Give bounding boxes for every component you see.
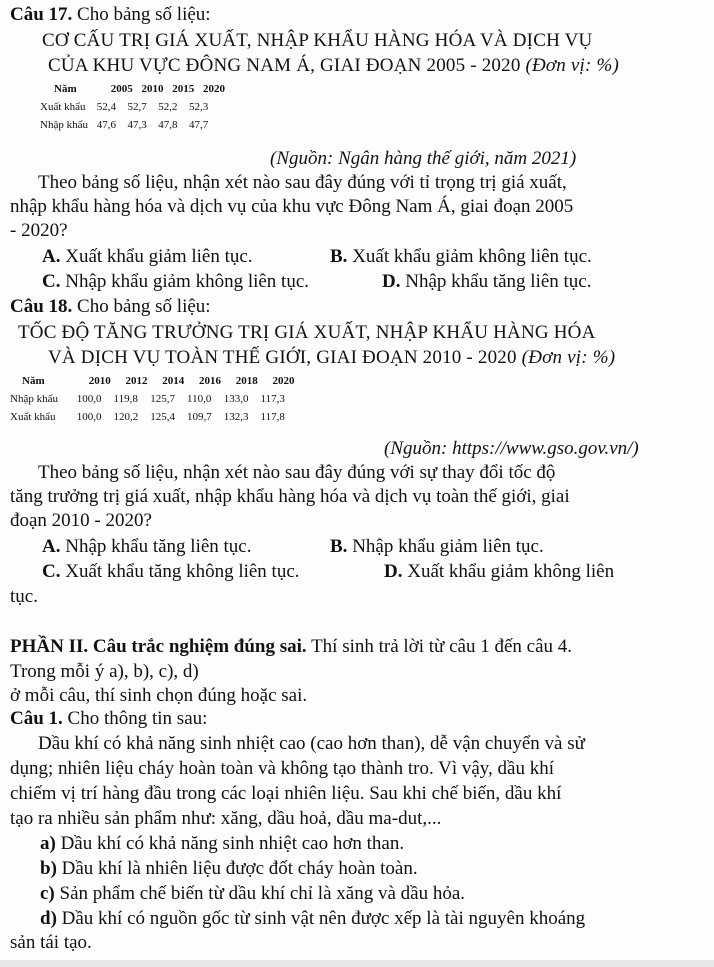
option-text: Nhập khẩu giảm liên tục. <box>352 536 544 557</box>
q17-option-b[interactable] <box>330 246 592 268</box>
q17-year: 2020 <box>203 83 225 95</box>
q18-question-line1: Theo bảng số liệu, nhận xét nào sau đây đúng với sự thay đổi tốc độ <box>38 462 556 483</box>
cell: 109,7 <box>187 411 212 423</box>
option-text: Xuất khẩu giảm không liên tục. <box>352 246 592 267</box>
c1-item-a[interactable] <box>40 833 404 855</box>
q17-table-header <box>40 82 231 96</box>
q17-heading <box>10 4 211 26</box>
q18-year: 2010 <box>88 375 111 387</box>
cell: 133,0 <box>223 393 249 405</box>
q17-title-line2 <box>48 55 619 77</box>
item-key: a) <box>40 833 56 854</box>
q17-year: 2010 <box>141 83 164 95</box>
q18-year: 2020 <box>272 375 295 387</box>
q18-source: (Nguồn: https://www.gso.gov.vn/) <box>384 438 639 459</box>
q17-header-label: Năm <box>54 83 77 95</box>
cell: 100,0 <box>76 393 102 405</box>
option-key: D. <box>384 561 403 582</box>
q18-year: 2016 <box>199 375 221 387</box>
table-row <box>10 410 307 424</box>
cell: 120,2 <box>113 411 139 423</box>
item-text: Dầu khí là nhiên liệu được đốt cháy hoàn toàn. <box>61 858 418 879</box>
table-row <box>40 118 231 132</box>
item-text: Sản phẩm chế biến từ dầu khí chỉ là xăng và dầu hỏa. <box>59 883 466 904</box>
q18-intro: Cho bảng số liệu: <box>77 296 211 317</box>
q17-table <box>40 82 231 132</box>
option-key: C. <box>42 561 61 582</box>
option-text: Nhập khẩu tăng liên tục. <box>405 271 592 292</box>
q18-title-line1: TỐC ĐỘ TĂNG TRƯỞNG TRỊ GIÁ XUẤT, NHẬP KHẨU HÀNG HÓA <box>18 322 596 343</box>
item-key: b) <box>40 858 57 879</box>
item-key: c) <box>40 883 55 904</box>
option-key: A. <box>42 246 61 267</box>
c1-item-d[interactable] <box>40 908 585 930</box>
q18-heading <box>10 296 211 318</box>
q18-table-header <box>10 374 307 388</box>
q18-unit: (Đơn vị: %) <box>521 347 616 368</box>
row-label: Xuất khẩu <box>40 101 86 113</box>
q18-year: 2012 <box>125 375 148 387</box>
cell: 47,3 <box>127 119 147 131</box>
q17-question-line1: Theo bảng số liệu, nhận xét nào sau đây đúng với tỉ trọng trị giá xuất, <box>38 172 567 193</box>
cell: 110,0 <box>187 393 212 405</box>
q18-table <box>10 374 307 424</box>
q17-unit: (Đơn vị: %) <box>525 55 620 76</box>
q17-question-line3: - 2020? <box>10 220 68 241</box>
cell: 52,2 <box>158 101 178 113</box>
q17-year: 2015 <box>172 83 195 95</box>
cell: 47,7 <box>189 119 209 131</box>
row-label: Nhập khẩu <box>40 119 88 131</box>
q17-option-a[interactable] <box>42 246 253 268</box>
cell: 132,3 <box>223 411 249 423</box>
option-text: Nhập khẩu giảm không liên tục. <box>65 271 310 292</box>
cell: 52,7 <box>127 101 147 113</box>
q17-question-line2: nhập khẩu hàng hóa và dịch vụ của khu vực Đông Nam Á, giai đoạn 2005 <box>10 196 574 217</box>
part2-heading: PHẦN II. Câu trắc nghiệm đúng sai. <box>10 636 307 657</box>
cell: 47,6 <box>96 119 116 131</box>
cell: 119,8 <box>113 393 138 405</box>
q17-label: Câu 17. <box>10 4 73 25</box>
table-row <box>40 100 231 114</box>
option-key: C. <box>42 271 61 292</box>
option-key: D. <box>382 271 401 292</box>
c1-paragraph-line3: chiếm vị trí hàng đầu trong các loại nhiên liệu. Sau khi chế biến, dầu khí <box>10 783 562 804</box>
c1-heading <box>10 708 207 730</box>
c1-paragraph-line1: Dầu khí có khả năng sinh nhiệt cao (cao hơn than), dễ vận chuyển và sử <box>38 733 585 754</box>
cell: 47,8 <box>158 119 178 131</box>
q17-source: (Nguồn: Ngân hàng thế giới, năm 2021) <box>270 148 577 169</box>
option-text: Xuất khẩu giảm không liên <box>407 561 615 582</box>
q18-option-a[interactable] <box>42 536 252 558</box>
q18-option-c[interactable] <box>42 561 300 583</box>
row-label: Nhập khẩu <box>10 393 58 405</box>
part2-instruction-3: ở mỗi câu, thí sinh chọn đúng hoặc sai. <box>10 685 308 706</box>
option-key: B. <box>330 536 348 557</box>
c1-item-d-wrap: sản tái tạo. <box>10 932 92 953</box>
cell: 125,7 <box>150 393 175 405</box>
q17-option-c[interactable] <box>42 271 309 293</box>
cell: 117,3 <box>260 393 285 405</box>
page-bottom-edge <box>0 960 714 967</box>
part2-instruction-2: Trong mỗi ý a), b), c), d) <box>10 661 199 682</box>
q18-title-line2 <box>48 347 615 369</box>
q17-year: 2005 <box>110 83 133 95</box>
part2-instruction-1: Thí sinh trả lời từ câu 1 đến câu 4. <box>311 636 573 657</box>
c1-item-c[interactable] <box>40 883 465 905</box>
option-key: A. <box>42 536 61 557</box>
cell: 100,0 <box>76 411 102 423</box>
q18-option-d[interactable] <box>384 561 614 583</box>
cell: 52,3 <box>189 101 209 113</box>
q17-option-d[interactable] <box>382 271 592 293</box>
option-text: Xuất khẩu tăng không liên tục. <box>65 561 300 582</box>
c1-item-b[interactable] <box>40 858 418 880</box>
q18-title-line2-text: VÀ DỊCH VỤ TOÀN THẾ GIỚI, GIAI ĐOẠN 2010 - 2020 <box>48 347 517 368</box>
item-text: Dầu khí có khả năng sinh nhiệt cao hơn than. <box>60 833 405 854</box>
q17-title-line2-text: CỦA KHU VỰC ĐÔNG NAM Á, GIAI ĐOẠN 2005 - 2020 <box>48 55 521 76</box>
q17-intro: Cho bảng số liệu: <box>77 4 211 25</box>
c1-paragraph-line4: tạo ra nhiều sản phẩm như: xăng, dầu hoả, dầu ma-dut,... <box>10 808 442 829</box>
row-label: Xuất khẩu <box>10 411 56 423</box>
q18-option-b[interactable] <box>330 536 544 558</box>
item-key: d) <box>40 908 57 929</box>
q18-question-line3: đoạn 2010 - 2020? <box>10 510 152 531</box>
cell: 125,4 <box>150 411 175 423</box>
cell: 52,4 <box>96 101 116 113</box>
option-text: Xuất khẩu giảm liên tục. <box>65 246 253 267</box>
option-text: Nhập khẩu tăng liên tục. <box>65 536 252 557</box>
c1-intro: Cho thông tin sau: <box>67 708 208 729</box>
c1-paragraph-line2: dụng; nhiên liệu cháy hoàn toàn và không tạo thành tro. Vì vậy, dầu khí <box>10 758 555 779</box>
c1-label: Câu 1. <box>10 708 63 729</box>
q18-option-d-wrap: tục. <box>10 586 38 607</box>
q18-year: 2014 <box>162 375 185 387</box>
option-key: B. <box>330 246 348 267</box>
cell: 117,8 <box>260 411 285 423</box>
part2-intro <box>10 636 572 658</box>
q18-year: 2018 <box>235 375 258 387</box>
q18-question-line2: tăng trưởng trị giá xuất, nhập khẩu hàng hóa và dịch vụ toàn thế giới, giai <box>10 486 570 507</box>
q18-label: Câu 18. <box>10 296 73 317</box>
q18-header-label: Năm <box>22 375 45 387</box>
q17-title-line1: CƠ CẤU TRỊ GIÁ XUẤT, NHẬP KHẨU HÀNG HÓA VÀ DỊCH VỤ <box>42 30 593 51</box>
item-text: Dầu khí có nguồn gốc từ sinh vật nên được xếp là tài nguyên khoáng <box>61 908 586 929</box>
table-row <box>10 392 307 406</box>
